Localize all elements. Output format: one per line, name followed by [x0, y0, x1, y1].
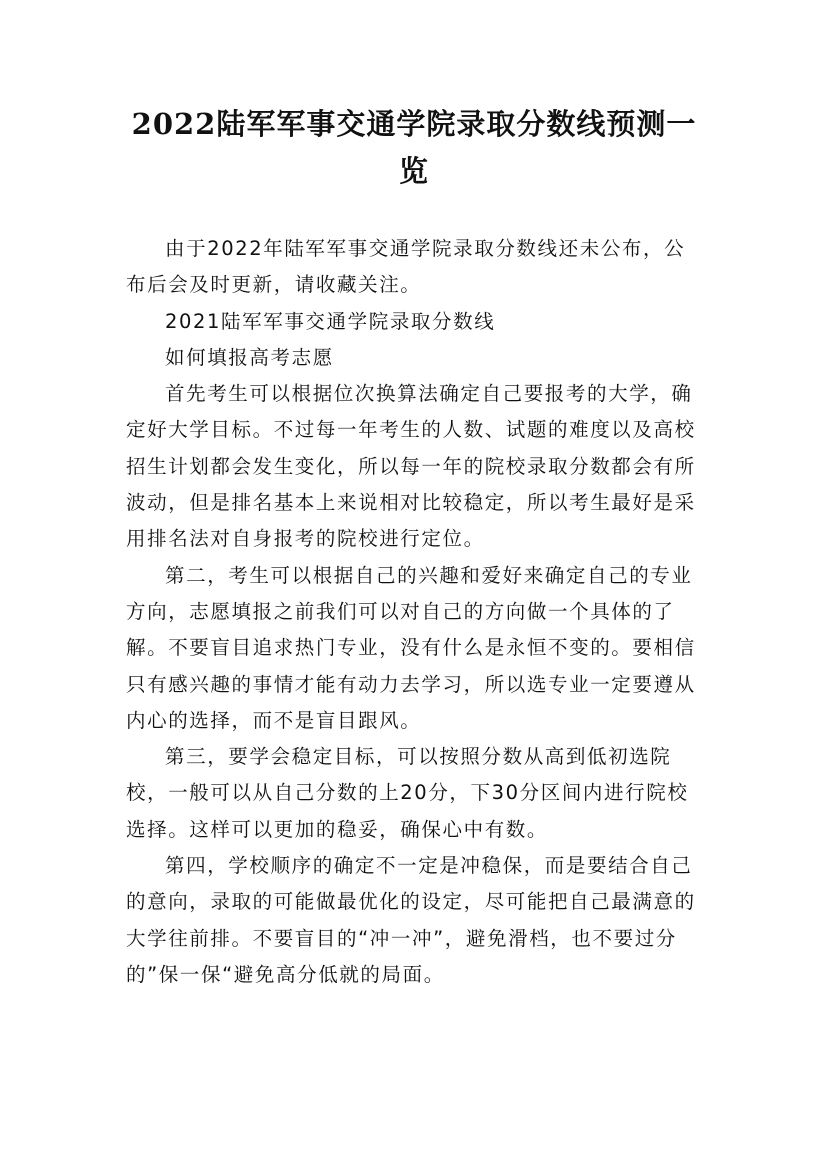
document-title: 2022陆军军事交通学院录取分数线预测一览 — [131, 107, 697, 188]
paragraph-fourth: 第四，学校顺序的确定不一定是冲稳保，而是要结合自己的意向，录取的可能做最优化的设定，尽可能把自己最满意的大学往前排。不要盲目的“冲一冲”，避免滑档，也不要过分的”保一保“避免高分低就的局面。 — [126, 854, 696, 986]
paragraph-first: 首先考生可以根据位次换算法确定自己要报考的大学，确定好大学目标。不过每一年考生的人数、试题的难度以及高校招生计划都会发生变化，所以每一年的院校录取分数都会有所波动，但是排名基本上来说相对比较稳定，所以考生最好是采用排名法对自身报考的院校进行定位。 — [126, 382, 696, 551]
paragraph-second: 第二，考生可以根据自己的兴趣和爱好来确定自己的专业方向，志愿填报之前我们可以对自己的方向做一个具体的了解。不要盲目追求热门专业，没有什么是永恒不变的。要相信只有感兴趣的事情才能有动力去学习，所以选专业一定要遵从内心的选择，而不是盲目跟风。 — [126, 563, 696, 732]
paragraph-how-to-apply-heading: 如何填报高考志愿 — [165, 345, 334, 369]
paragraph-third: 第三，要学会稳定目标，可以按照分数从高到低初选院校，一般可以从自己分数的上20分，下30分区间内进行院校选择。这样可以更加的稳妥，确保心中有数。 — [126, 745, 689, 841]
paragraph-intro: 由于2022年陆军军事交通学院录取分数线还未公布，公布后会及时更新，请收藏关注。 — [126, 237, 686, 297]
document-body — [126, 231, 706, 993]
paragraph-2021-heading: 2021陆军军事交通学院录取分数线 — [165, 309, 496, 333]
